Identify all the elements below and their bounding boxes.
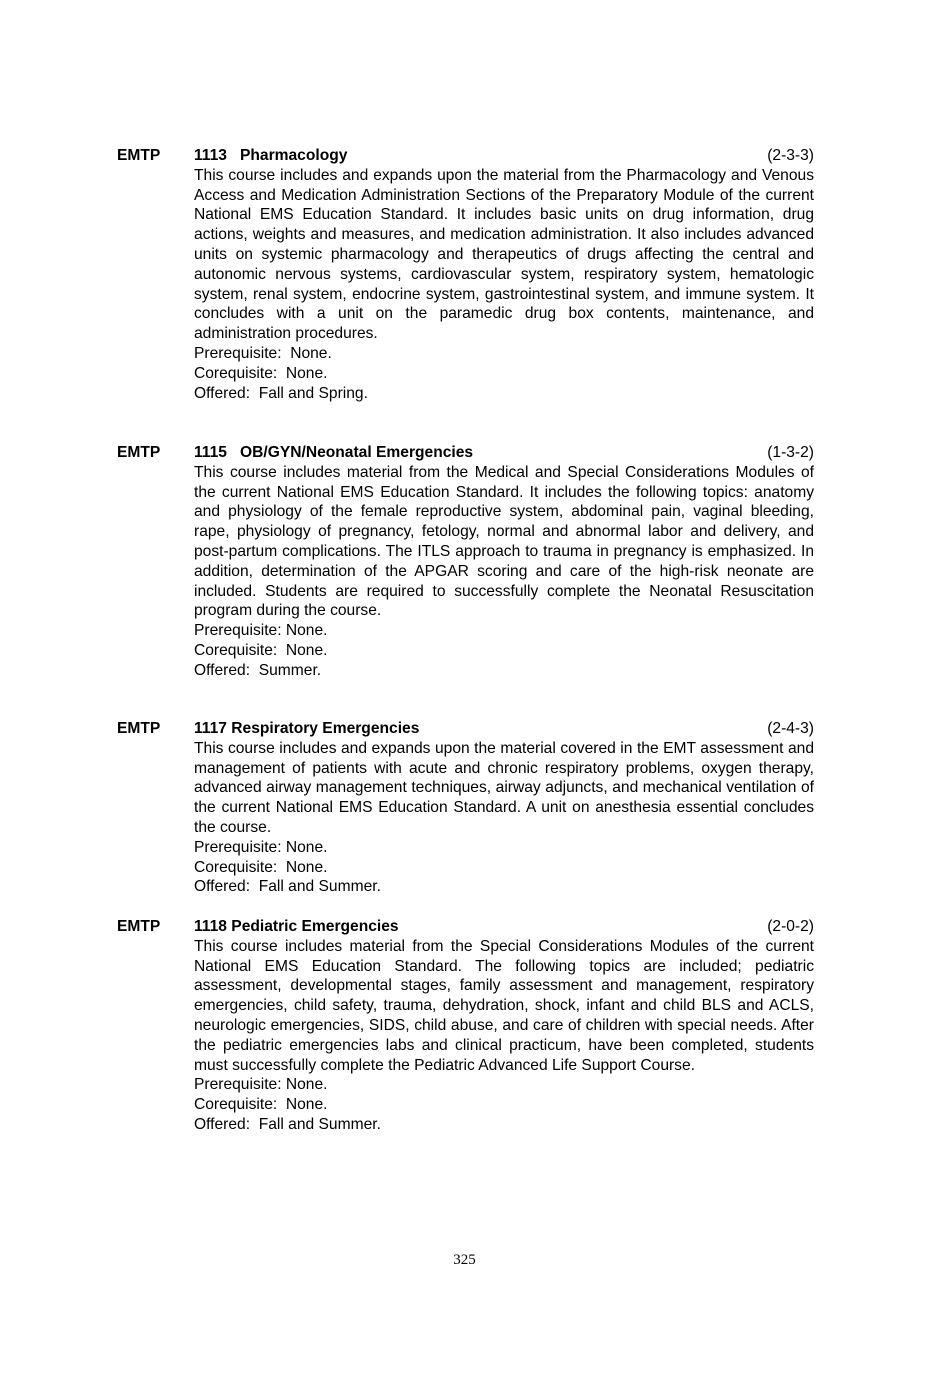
course-offered: Offered: Summer.: [194, 661, 322, 679]
course-title: 1117 Respiratory Emergencies: [194, 720, 420, 737]
course-body: [194, 739, 814, 897]
course-prefix: EMTP: [117, 918, 161, 935]
course-title: 1118 Pediatric Emergencies: [194, 918, 399, 935]
course-description: This course includes material from the Medical and Special Considerations Modules of the current National EMS Education Standard. It includes the following topics: anatomy and physiology of the female reproductive system, abdominal pain, vaginal bleeding, rape, physiology of pregnancy, fetology, normal and abnormal labor and delivery, and post-partum complications. The ITLS approach to trauma in pregnancy is emphasized. In addition, determination of the APGAR scoring and care of the high-risk neonate are included. Students are required to successfully complete the Neonatal Resuscitation program during the course.: [194, 463, 814, 620]
course-title: 1113 Pharmacology: [194, 147, 348, 164]
course-corequisite: Corequisite: None.: [194, 364, 328, 382]
course-prerequisite: Prerequisite: None.: [194, 838, 328, 856]
course-body: [194, 463, 814, 681]
course-heading: [117, 917, 814, 937]
course-prefix: EMTP: [117, 147, 161, 164]
course-credits: (2-3-3): [767, 147, 814, 164]
course-description: This course includes and expands upon the material covered in the EMT assessment and management of patients with acute and chronic respiratory problems, oxygen therapy, advanced airway management techniques, airway adjuncts, and mechanical ventilation of the current National EMS Education Standard. A unit on anesthesia essential concludes the course.: [194, 739, 814, 836]
course-entry-emtp-1115: [117, 443, 814, 681]
course-prerequisite: Prerequisite: None.: [194, 1076, 328, 1094]
course-offered: Offered: Fall and Summer.: [194, 1115, 381, 1133]
page-number: 325: [453, 1252, 476, 1268]
course-entry-emtp-1113: [117, 146, 814, 403]
course-credits: (2-0-2): [767, 918, 814, 935]
course-prerequisite: Prerequisite: None.: [194, 344, 332, 362]
course-corequisite: Corequisite: None.: [194, 641, 328, 659]
course-entry-emtp-1118: [117, 917, 814, 1135]
course-description: This course includes material from the Special Considerations Modules of the current National EMS Education Standard. The following topics are included; pediatric assessment, developmental stages, family assessment and management, respiratory emergencies, child safety, trauma, dehydration, shock, infant and child BLS and ACLS, neurologic emergencies, SIDS, child abuse, and care of children with special needs. After the pediatric emergencies labs and clinical practicum, have been completed, students must successfully complete the Pediatric Advanced Life Support Course.: [194, 937, 814, 1074]
course-heading: [117, 443, 814, 463]
course-entry-emtp-1117: [117, 719, 814, 897]
course-heading: [117, 146, 814, 166]
course-offered: Offered: Fall and Summer.: [194, 878, 381, 896]
course-description: This course includes and expands upon the material from the Pharmacology and Venous Access and Medication Administration Sections of the Preparatory Module of the current National EMS Education Standard. It includes basic units on drug information, drug actions, weights and measures, and medication administration. It also includes advanced units on systemic pharmacology and therapeutics of drugs affecting the central and autonomic nervous systems, cardiovascular system, respiratory system, hematologic system, renal system, endocrine system, gastrointestinal system, and immune system. It concludes with a unit on the paramedic drug box contents, maintenance, and administration procedures.: [194, 166, 814, 343]
course-title: 1115 OB/GYN/Neonatal Emergencies: [194, 444, 474, 461]
course-corequisite: Corequisite: None.: [194, 1096, 328, 1114]
course-body: [194, 937, 814, 1135]
course-corequisite: Corequisite: None.: [194, 858, 328, 876]
course-heading: [117, 719, 814, 739]
course-credits: (2-4-3): [767, 720, 814, 737]
course-prefix: EMTP: [117, 720, 161, 737]
course-body: [194, 166, 814, 404]
course-prerequisite: Prerequisite: None.: [194, 622, 328, 640]
course-offered: Offered: Fall and Spring.: [194, 384, 368, 402]
course-prefix: EMTP: [117, 444, 161, 461]
course-credits: (1-3-2): [767, 444, 814, 461]
